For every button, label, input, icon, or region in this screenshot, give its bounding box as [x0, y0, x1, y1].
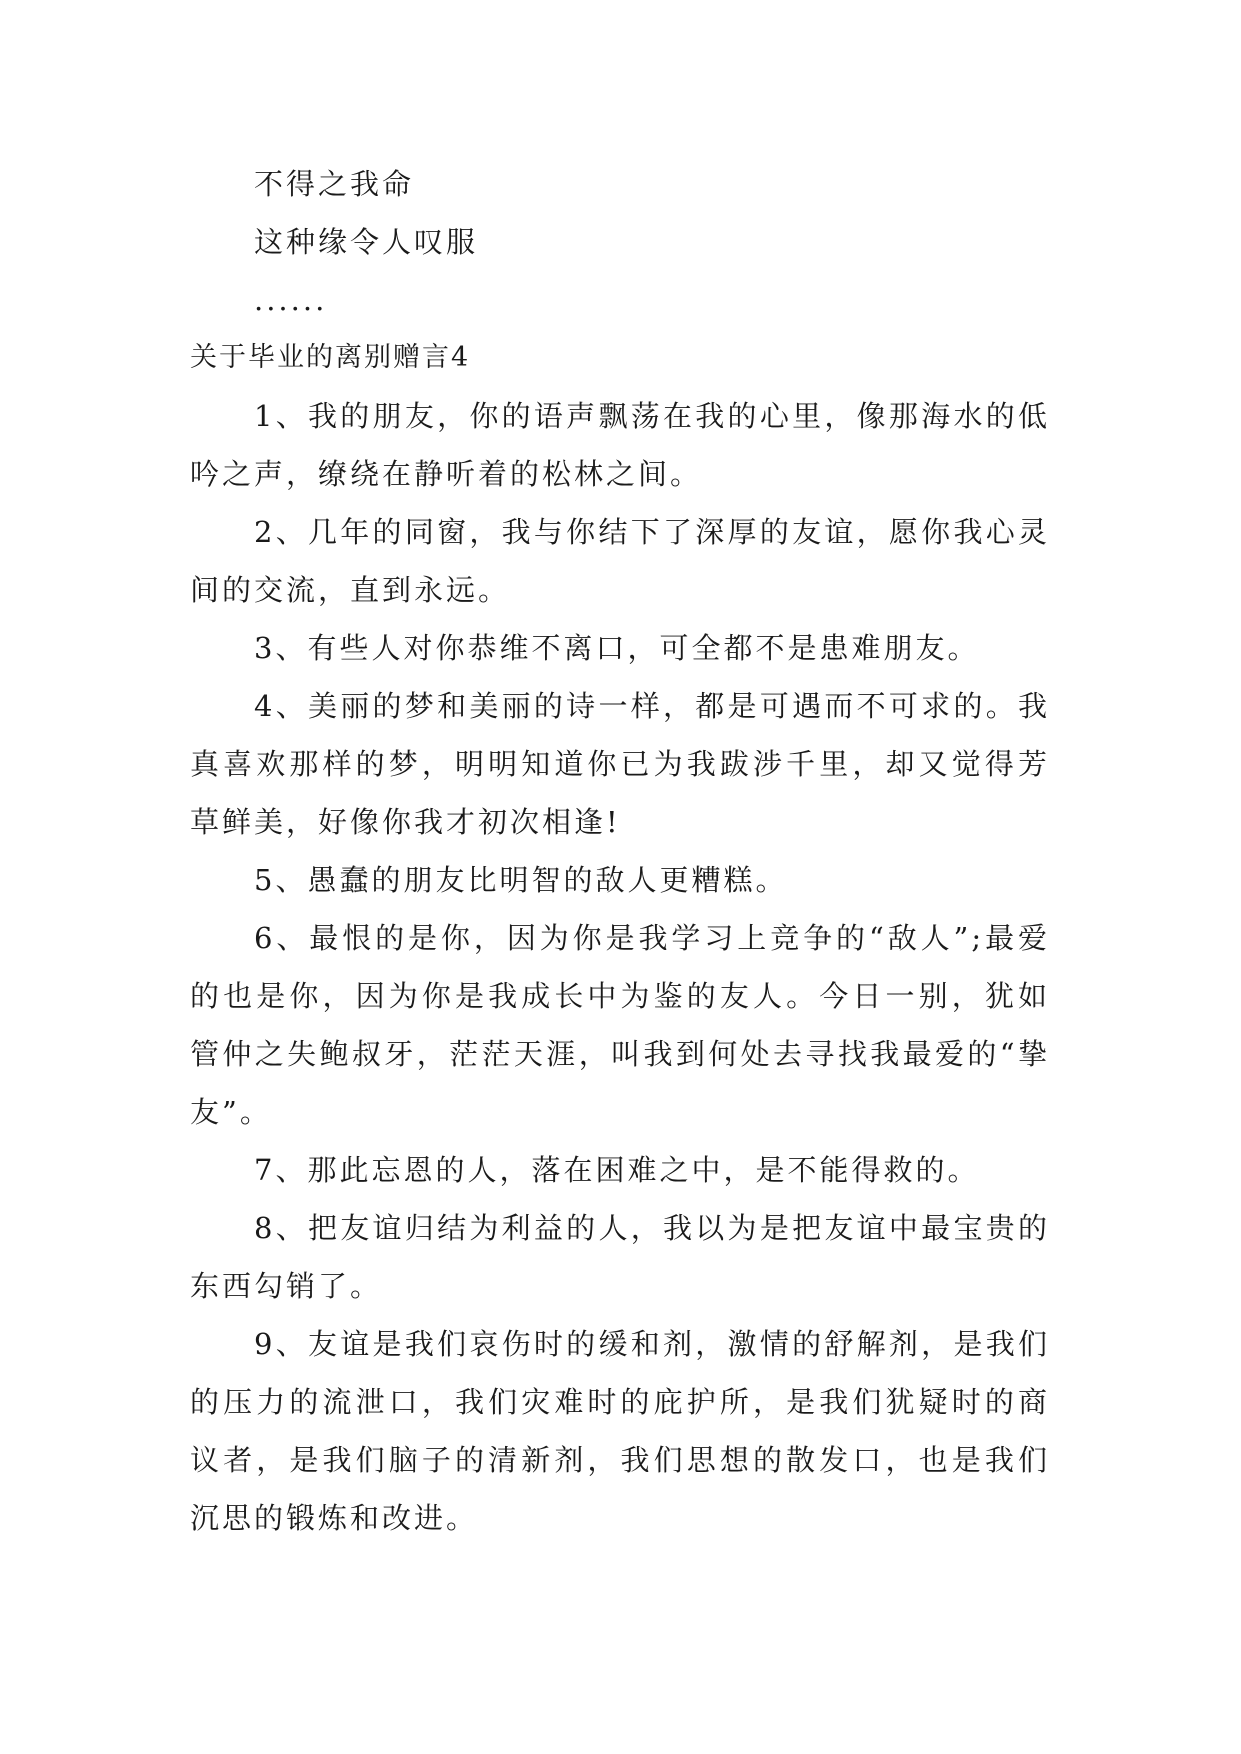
list-item: 2、几年的同窗，我与你结下了深厚的友谊，愿你我心灵间的交流，直到永远。 — [190, 515, 1050, 607]
list-item: 3、有些人对你恭维不离口，可全都不是患难朋友。 — [254, 631, 980, 665]
list-item: 1、我的朋友，你的语声飘荡在我的心里，像那海水的低吟之声，缭绕在静听着的松林之间。 — [190, 399, 1050, 491]
poem-ellipsis: ...... — [254, 283, 328, 317]
list-item: 5、愚蠢的朋友比明智的敌人更糟糕。 — [254, 863, 788, 897]
section-title: 关于毕业的离别赠言4 — [190, 342, 471, 373]
list-item: 9、友谊是我们哀伤时的缓和剂，激情的舒解剂，是我们的压力的流泄口，我们灾难时的庇护所，是我们犹疑时的商议者，是我们脑子的清新剂，我们思想的散发口，也是我们沉思的锻炼和改进。 — [190, 1327, 1050, 1535]
poem-line-2: 这种缘令人叹服 — [254, 225, 479, 259]
list-item: 8、把友谊归结为利益的人，我以为是把友谊中最宝贵的东西勾销了。 — [190, 1211, 1050, 1303]
poem-line-1: 不得之我命 — [254, 167, 415, 201]
list-item: 7、那此忘恩的人，落在困难之中，是不能得救的。 — [254, 1153, 980, 1187]
document-page — [190, 155, 1050, 1547]
list-item: 6、最恨的是你，因为你是我学习上竞争的“敌人”;最爱的也是你，因为你是我成长中为鉴的友人。今日一别，犹如管仲之失鲍叔牙，茫茫天涯，叫我到何处去寻找我最爱的“挚友”。 — [190, 921, 1050, 1129]
list-item: 4、美丽的梦和美丽的诗一样，都是可遇而不可求的。我真喜欢那样的梦，明明知道你已为我跋涉千里，却又觉得芳草鲜美，好像你我才初次相逢! — [190, 689, 1050, 839]
